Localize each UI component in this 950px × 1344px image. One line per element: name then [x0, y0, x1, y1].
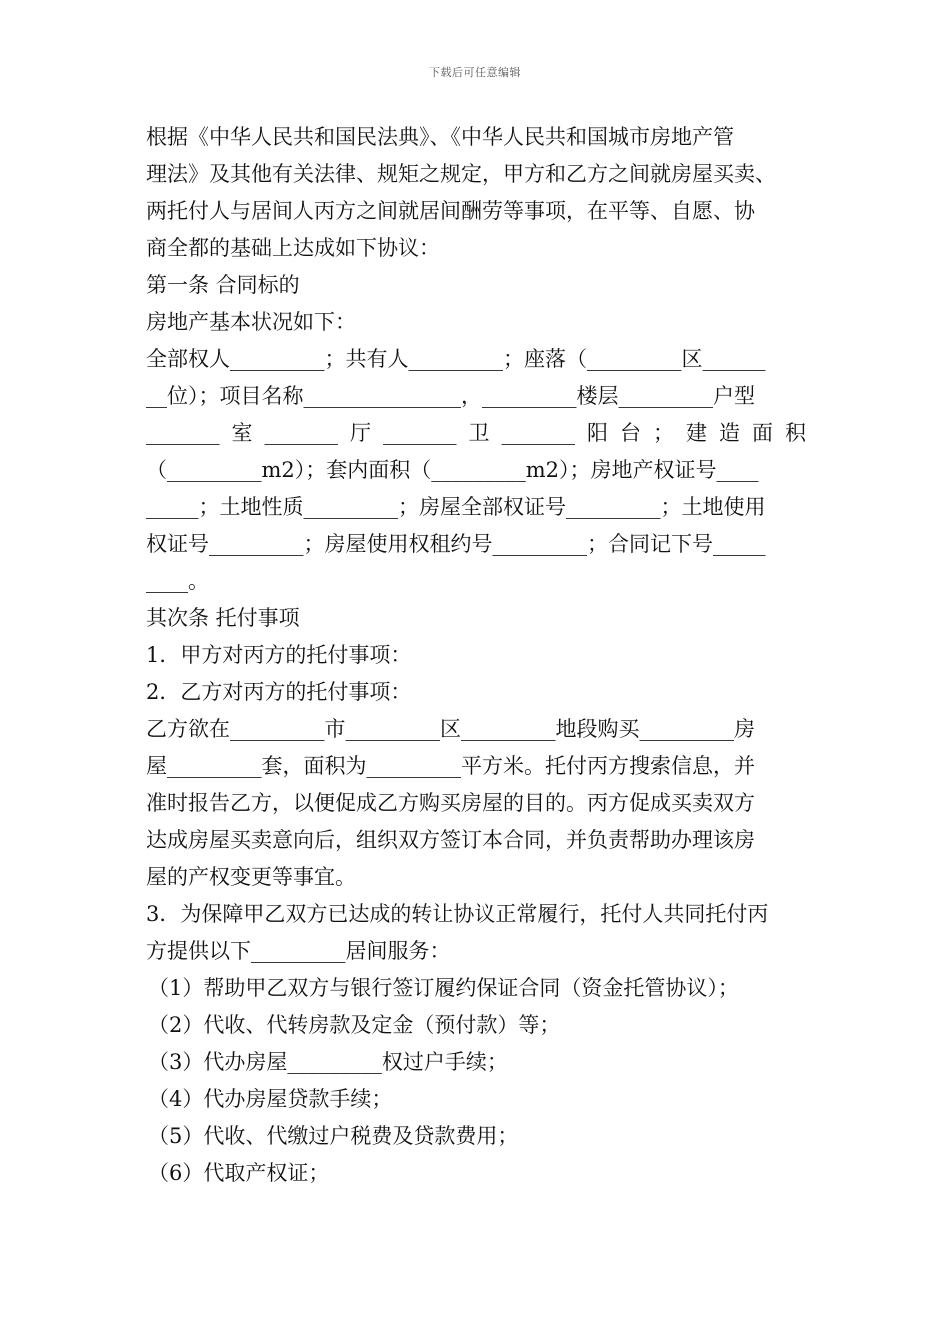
justified-token: 面	[752, 421, 773, 445]
numbered-item: 1．甲方对丙方的托付事项：	[146, 643, 412, 667]
page-header: 下载后可任意编辑	[429, 66, 521, 79]
list-item: （1）帮助甲乙双方与银行签订履约保证合同（资金托管协议）；	[148, 976, 739, 1000]
justified-token: 造	[719, 421, 740, 445]
list-item: （5）代收、代缴过户税费及贷款费用；	[148, 1124, 519, 1148]
paragraph-line: 全部权人_________；共有人_________；座落（_________区______	[146, 347, 766, 371]
paragraph-line: 权证号_________；房屋使用权租约号_________；合同记下号_____	[146, 532, 766, 556]
list-item: （2）代收、代转房款及定金（预付款）等；	[148, 1013, 561, 1037]
justified-token: _______	[383, 421, 457, 445]
paragraph-line: 乙方欲在_________市_________区_________地段购买_________房	[146, 717, 755, 741]
paragraph-line: _____；土地性质_________；房屋全部权证号_________；土地使用	[146, 495, 766, 519]
justified-token: 建	[686, 421, 707, 445]
paragraph-line: 方提供以下_________居间服务：	[146, 939, 451, 963]
justified-token: 台	[620, 421, 641, 445]
paragraph-line: 达成房屋买卖意向后，组织双方签订本合同，并负责帮助办理该房	[146, 828, 755, 852]
list-item: （3）代办房屋_________权过户手续；	[148, 1050, 508, 1074]
section-heading: 第一条 合同标的	[146, 273, 300, 297]
paragraph-line: 理法》及其他有关法律、规矩之规定，甲方和乙方之间就房屋买卖、	[146, 162, 776, 186]
justified-token: 积	[785, 421, 806, 445]
justified-token: 室	[231, 421, 253, 445]
paragraph-line: 房地产基本状况如下：	[146, 310, 356, 334]
document-body	[146, 119, 806, 1192]
list-item: （6）代取产权证；	[148, 1161, 330, 1185]
numbered-item: 2．乙方对丙方的托付事项：	[146, 680, 412, 704]
paragraph-line: （_________m2）；套内面积（_________m2）；房地产权证号____	[146, 458, 759, 482]
justified-token: ；	[653, 421, 674, 445]
paragraph-line: 根据《中华人民共和国民法典》、《中华人民共和国城市房地产管	[146, 125, 734, 149]
justified-line	[146, 415, 806, 452]
paragraph-line: __位）；项目名称_______________，_________楼层_________户型	[146, 384, 755, 408]
justified-token: _______	[146, 421, 220, 445]
justified-token: 阳	[587, 421, 608, 445]
justified-token: _______	[501, 421, 575, 445]
list-item: （4）代办房屋贷款手续；	[148, 1087, 393, 1111]
paragraph-line: 屋_________套，面积为_________平方米。托付丙方搜索信息，并	[146, 754, 755, 778]
justified-token: 厅	[350, 421, 371, 445]
justified-token: _______	[264, 421, 338, 445]
paragraph-line: 屋的产权变更等事宜。	[146, 865, 356, 889]
paragraph-line: 准时报告乙方，以便促成乙方购买房屋的目的。丙方促成买卖双方	[146, 791, 755, 815]
paragraph-line: 商全都的基础上达成如下协议：	[146, 236, 440, 260]
paragraph-line: 两托付人与居间人丙方之间就居间酬劳等事项，在平等、自愿、协	[146, 199, 755, 223]
section-heading: 其次条 托付事项	[146, 606, 300, 630]
numbered-item: 3．为保障甲乙双方已达成的转让协议正常履行，托付人共同托付丙	[146, 902, 769, 926]
paragraph-line: ____。	[146, 569, 209, 593]
justified-token: 卫	[468, 421, 490, 445]
